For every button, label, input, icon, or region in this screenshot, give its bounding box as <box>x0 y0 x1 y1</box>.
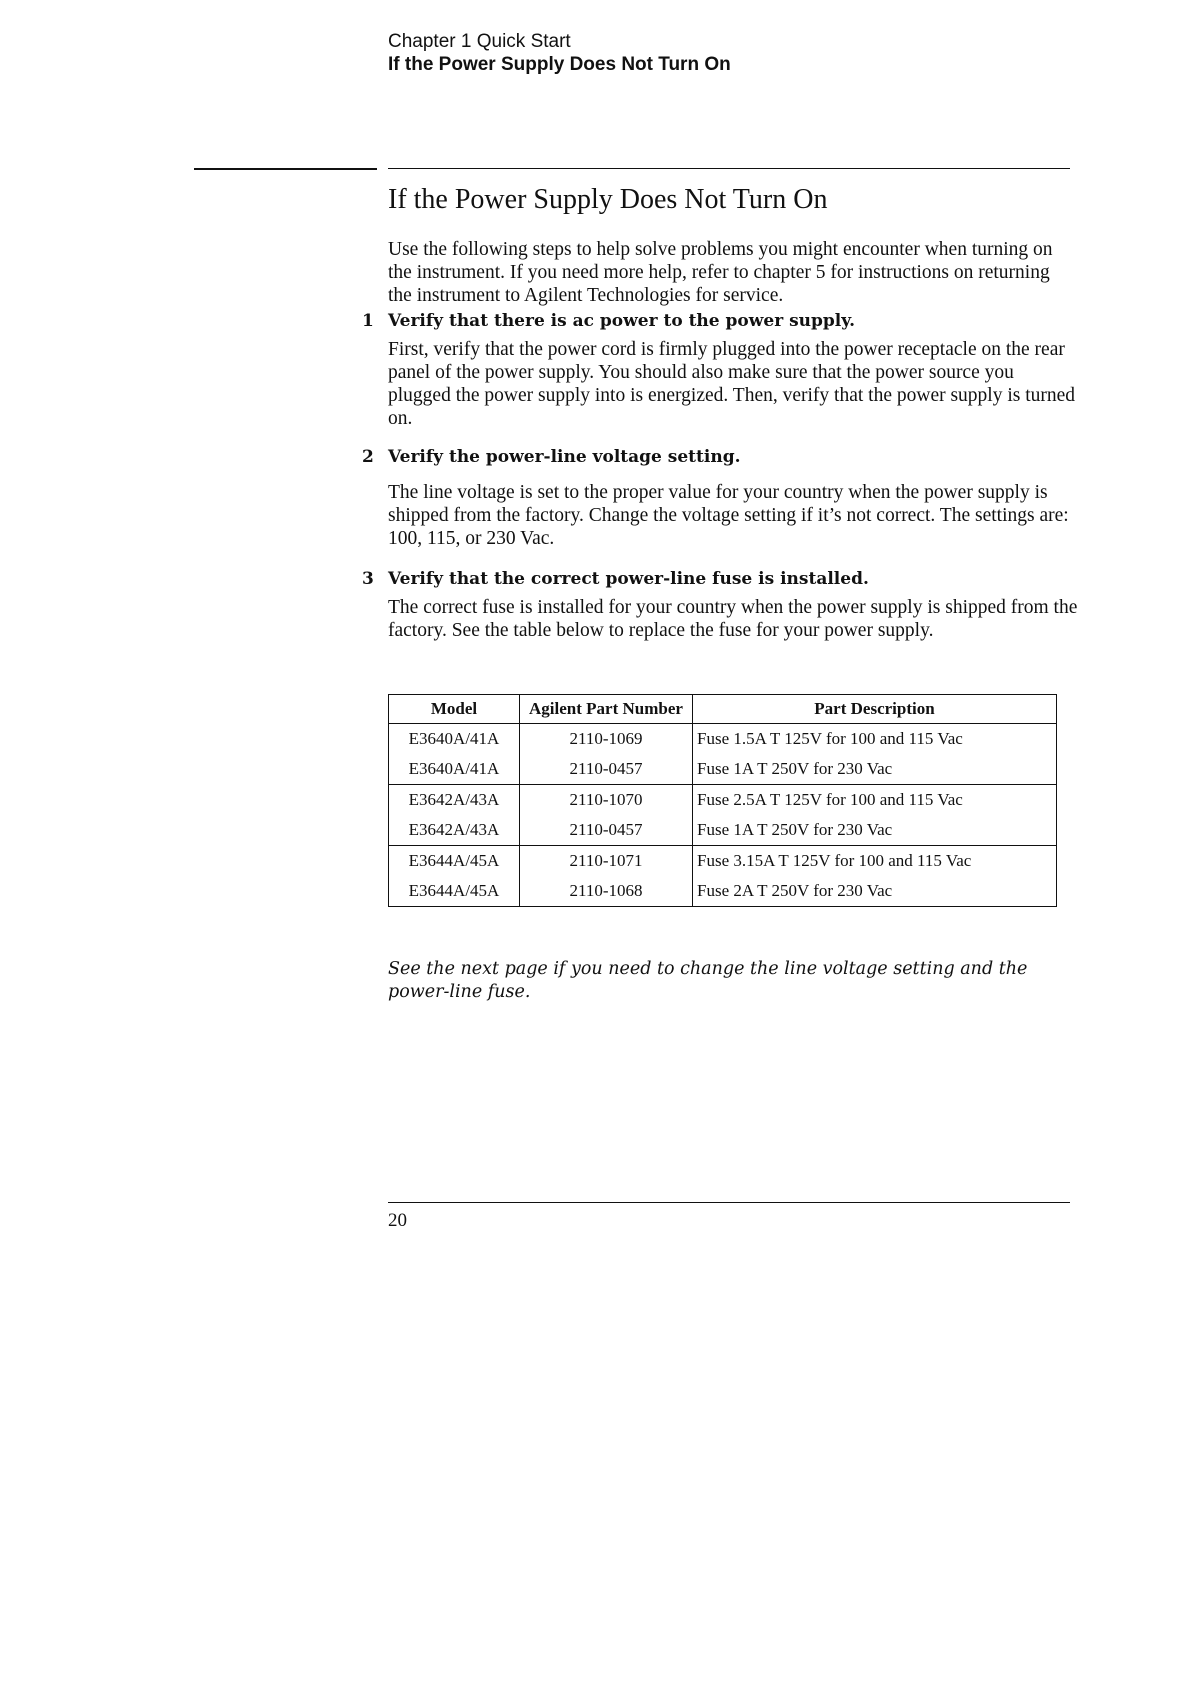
model-cell: E3642A/43A <box>389 815 520 846</box>
table-row <box>389 754 1057 785</box>
fuse-table <box>388 694 1057 907</box>
model-cell: E3640A/41A <box>389 754 520 785</box>
step-number: 3 <box>362 569 374 589</box>
model-cell: E3644A/45A <box>389 876 520 907</box>
step-heading: Verify that the correct power-line fuse is installed. <box>388 569 869 589</box>
section-title: If the Power Supply Does Not Turn On <box>388 184 828 215</box>
step-heading: Verify that there is ac power to the power supply. <box>388 311 856 331</box>
description-cell: Fuse 1.5A T 125V for 100 and 115 Vac <box>693 724 1057 755</box>
step-body: The correct fuse is installed for your country when the power supply is shipped from the factory. See the table below to replace the fuse for your power supply. <box>388 597 1078 641</box>
step-heading: Verify the power-line voltage setting. <box>388 447 741 467</box>
description-cell: Fuse 2A T 250V for 230 Vac <box>693 876 1057 907</box>
part-number-cell: 2110-0457 <box>520 815 693 846</box>
note-paragraph: See the next page if you need to change the line voltage setting and the power-line fuse. <box>388 959 1028 1002</box>
column-header: Model <box>389 695 520 724</box>
table-header-row <box>389 695 1057 724</box>
step-body: The line voltage is set to the proper value for your country when the power supply is shipped from the factory. Change the voltage setting if it’s not correct. The settings are: 100, 115, or 230 Vac. <box>388 482 1069 549</box>
part-number-cell: 2110-1068 <box>520 876 693 907</box>
page-number: 20 <box>388 1210 407 1231</box>
part-number-cell: 2110-0457 <box>520 754 693 785</box>
chapter-label: Chapter 1 Quick Start <box>388 31 571 52</box>
part-number-cell: 2110-1070 <box>520 785 693 816</box>
model-cell: E3644A/45A <box>389 846 520 877</box>
description-cell: Fuse 1A T 250V for 230 Vac <box>693 754 1057 785</box>
section-label: If the Power Supply Does Not Turn On <box>388 54 731 75</box>
step-number: 1 <box>362 311 374 331</box>
description-cell: Fuse 1A T 250V for 230 Vac <box>693 815 1057 846</box>
column-header: Agilent Part Number <box>520 695 693 724</box>
model-cell: E3642A/43A <box>389 785 520 816</box>
part-number-cell: 2110-1071 <box>520 846 693 877</box>
description-cell: Fuse 3.15A T 125V for 100 and 115 Vac <box>693 846 1057 877</box>
table-row <box>389 785 1057 816</box>
table-row <box>389 876 1057 907</box>
table-row <box>389 724 1057 755</box>
running-header <box>388 30 731 76</box>
margin-rule <box>194 168 377 170</box>
step-number: 2 <box>362 447 374 467</box>
step-body: First, verify that the power cord is firmly plugged into the power receptacle on the rear panel of the power supply. You should also make sure that the power source you plugged the power supply into is energized. Then, verify that the power supply is turned on. <box>388 339 1076 429</box>
column-header: Part Description <box>693 695 1057 724</box>
intro-paragraph: Use the following steps to help solve problems you might encounter when turning on the instrument. If you need more help, refer to chapter 5 for instructions on returning the instrument to Agilent Technologies for service. <box>388 239 1053 306</box>
footer-rule <box>388 1202 1070 1203</box>
table-row <box>389 815 1057 846</box>
model-cell: E3640A/41A <box>389 724 520 755</box>
part-number-cell: 2110-1069 <box>520 724 693 755</box>
section-rule <box>388 168 1070 169</box>
description-cell: Fuse 2.5A T 125V for 100 and 115 Vac <box>693 785 1057 816</box>
table-row <box>389 846 1057 877</box>
